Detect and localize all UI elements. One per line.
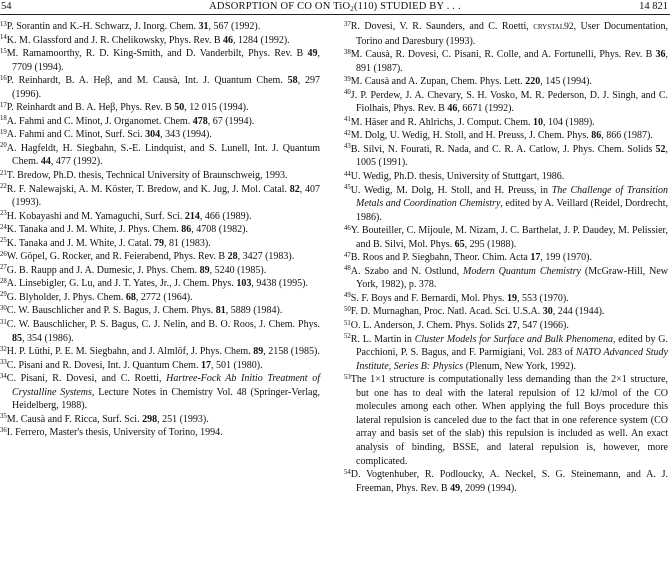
reference-text: M. Causà and F. Ricca, Surf. Sci. (6, 413, 143, 425)
reference-item: 40J. P. Perdew, J. A. Chevary, S. H. Vosko, M. R. Pederson, D. J. Singh, and C. Fiolhais, Phys. Rev. B 46, 6671 (1992). (344, 89, 668, 115)
page-number-right: 14 821 (639, 1, 668, 12)
running-title-rest: (110) STUDIED BY . . . (353, 1, 461, 12)
reference-text: I. Ferrero, Master's thesis, University of Torino, 1994. (6, 427, 223, 439)
reference-volume: 17 (530, 252, 541, 264)
reference-text: C. W. Bauschlicher, P. S. Bagus, C. J. Nelin, and B. O. Roos, J. Chem. Phys. (6, 319, 320, 331)
reference-text: D. Vogtenhuber, R. Podloucky, A. Neckel, S. G. Steinemann, and A. J. Freeman, Phys. Rev. B (350, 469, 668, 494)
reference-volume: 31 (198, 21, 209, 32)
reference-volume: 103 (236, 278, 252, 290)
reference-text: K. Tanaka and J. M. White, J. Catal. (6, 237, 155, 249)
reference-item: 20A. Hagfeldt, H. Siegbahn, S.-E. Lindquist, and S. Lunell, Int. J. Quantum Chem. 44, 477 (1992). (0, 142, 320, 168)
reference-item: 22R. F. Nalewajski, A. M. Köster, T. Bredow, and K. Jug, J. Mol. Catal. 82, 407 (1993). (0, 183, 321, 209)
reference-citation: , 1284 (1992). (233, 34, 290, 46)
reference-item: 46Y. Bouteiller, C. Mijoule, M. Nizam, J. C. Barthelat, J. P. Daudey, M. Pelissier, and B. Silvi, Mol. Phys. 65, 295 (1988). (344, 224, 668, 250)
reference-volume: 49 (450, 482, 461, 494)
references-right-column (344, 20, 668, 495)
reference-book-title: Hartree-Fock Ab Initio Treatment of Crystalline Systems (12, 373, 320, 398)
reference-item: 49S. F. Boys and F. Bernardi, Mol. Phys. 19, 553 (1970). (344, 292, 569, 304)
reference-volume: 214 (184, 210, 200, 222)
reference-volume: 17 (200, 359, 211, 371)
reference-citation: , 866 (1987). (601, 130, 653, 142)
reference-text: R. Dovesi, V. R. Saunders, and C. Roetti, (350, 21, 534, 32)
reference-item: 29G. Blyholder, J. Phys. Chem. 68, 2772 (1964). (0, 291, 193, 303)
reference-item: 25K. Tanaka and J. M. White, J. Catal. 79, 81 (1983). (0, 237, 211, 249)
reference-text: M. Causà and A. Zupan, Chem. Phys. Lett. (350, 76, 526, 88)
reference-volume: 36 (655, 49, 666, 61)
reference-item: 44U. Wedig, Ph.D. thesis, University of Stuttgart, 1986. (344, 170, 565, 183)
reference-citation: , 553 (1970). (517, 292, 569, 304)
header-rule (0, 14, 670, 15)
reference-text: H. Kobayashi and M. Yamaguchi, Surf. Sci. (6, 210, 185, 222)
reference-text: G. B. Raupp and J. A. Dumesic, J. Phys. Chem. (6, 264, 200, 276)
reference-text: K. Tanaka and J. M. White, J. Phys. Chem. (6, 224, 182, 236)
reference-volume: 58 (287, 75, 298, 87)
reference-text: Y. Bouteiller, C. Mijoule, M. Nizam, J. C. Barthelat, J. P. Daudey, M. Pelissier, and B. Silvi, Mol. Phys. (350, 225, 668, 250)
reference-citation: , 244 (1944). (552, 306, 605, 318)
reference-volume: 81 (215, 305, 226, 317)
reference-text: J. P. Perdew, J. A. Chevary, S. H. Vosko, M. R. Pederson, D. J. Singh, and C. Fiolhais, Phys. Rev. B (350, 89, 668, 115)
reference-item: 50F. D. Murnaghan, Proc. Natl. Acad. Sci. U.S.A. 30, 244 (1944). (344, 305, 605, 318)
reference-item: 43B. Silvi, N. Fourati, R. Nada, and C. R. A. Catlow, J. Phys. Chem. Solids 52, 1005 (1991). (344, 143, 668, 169)
reference-citation: , 5889 (1984). (225, 305, 283, 317)
reference-item: 52R. L. Martin in Cluster Models for Surface and Bulk Phenomena, edited by G. Pacchioni, P. S. Bagus, and F. Parmigiani, Vol. 283 of NATO Advanced Study Institute, Series B: Physics (Plenum, New York, 1992). (344, 333, 668, 372)
reference-volume: 49 (307, 48, 318, 60)
reference-volume: 27 (507, 320, 518, 332)
reference-text: U. Wedig, M. Dolg, H. Stoll, and H. Preuss, in (350, 184, 552, 196)
reference-item: 41M. Häser and R. Ahlrichs, J. Comput. Chem. 10, 104 (1989). (344, 116, 595, 128)
reference-volume: 298 (142, 413, 158, 425)
reference-citation: , Lecture Notes in Chemistry Vol. 48 (Springer-Verlag, Heidelberg, 1988). (12, 386, 320, 412)
reference-citation-end: (Plenum, New York, 1992). (463, 360, 576, 372)
reference-citation: , 343 (1994). (160, 129, 212, 141)
reference-citation: , User Documentation, Torino and Daresbury (1993). (356, 21, 668, 47)
reference-citation: , edited by A. Veillard (Reidel, Dordrecht, 1986). (356, 198, 668, 223)
reference-citation: , 81 (1983). (164, 237, 211, 249)
reference-volume: 50 (174, 102, 185, 114)
reference-citation: , 145 (1994). (540, 76, 592, 88)
reference-volume: 79 (154, 237, 165, 249)
reference-item: 13P. Sorantin and K.-H. Schwarz, J. Inorg. Chem. 31, 567 (1992). (0, 20, 261, 32)
reference-citation: , 3427 (1983). (237, 251, 295, 263)
reference-volume: 30 (542, 306, 553, 318)
reference-citation: , 5240 (1985). (209, 264, 267, 276)
references-left-column (0, 20, 320, 440)
reference-citation: , 1005 (1991). (356, 143, 668, 169)
reference-citation: , 9438 (1995). (251, 278, 308, 290)
reference-text: R. L. Martin in (350, 333, 415, 345)
page-number-left: 54 (1, 1, 12, 12)
reference-code-name: crystal92 (533, 22, 574, 32)
reference-citation: , 2772 (1964). (135, 291, 193, 303)
reference-book-title: The Challenge of Transition Metals and Coordination Chemistry (356, 184, 668, 210)
reference-item: 33C. Pisani and R. Dovesi, Int. J. Quantum Chem. 17, 501 (1980). (0, 359, 263, 371)
reference-volume: 46 (223, 34, 234, 46)
reference-item: 18A. Fahmi and C. Minot, J. Organomet. Chem. 478, 67 (1994). (0, 115, 255, 127)
reference-volume: 304 (145, 129, 161, 141)
reference-text: T. Bredow, Ph.D. thesis, Technical University of Braunschweig, 1993. (6, 170, 288, 182)
reference-item: 47B. Roos and P. Siegbahn, Theor. Chim. Acta 17, 199 (1970). (344, 251, 593, 264)
reference-citation: , 297 (1996). (12, 75, 320, 100)
reference-text: R. F. Nalewajski, A. M. Köster, T. Bredow, and K. Jug, J. Mol. Catal. (6, 183, 290, 195)
reference-citation: , 12 015 (1994). (184, 102, 249, 114)
reference-citation: , edited by G. Pacchioni, P. S. Bagus, and F. Parmigiani, Vol. 283 of (356, 333, 668, 359)
running-title (0, 0, 670, 13)
reference-volume: 220 (525, 76, 541, 88)
reference-book-title: Cluster Models for Surface and Bulk Phenomena (414, 333, 613, 345)
reference-text: C. Pisani, R. Dovesi, and C. Roetti, (6, 373, 167, 385)
reference-item: 37R. Dovesi, V. R. Saunders, and C. Roetti, crystal92, User Documentation, Torino and Daresbury (1993). (344, 20, 668, 47)
reference-text: B. Silvi, N. Fourati, R. Nada, and C. R. A. Catlow, J. Phys. Chem. Solids (350, 143, 656, 155)
reference-text: P. Reinhardt, B. A. Heβ, and M. Causà, Int. J. Quantum Chem. (6, 75, 288, 87)
running-title-main: ADSORPTION OF CO ON TiO (209, 1, 351, 12)
reference-text: A. Hagfeldt, H. Siegbahn, S.-E. Lindquist, and S. Lunell, Int. J. Quantum Chem. (6, 142, 320, 168)
page-header (0, 0, 670, 15)
reference-citation: , 67 (1994). (207, 115, 255, 127)
reference-item: 38M. Causà, R. Dovesi, C. Pisani, R. Colle, and A. Fortunelli, Phys. Rev. B 36, 891 (1987). (344, 48, 668, 74)
reference-item: 19A. Fahmi and C. Minot, Surf. Sci. 304, 343 (1994). (0, 128, 212, 141)
reference-text: M. Häser and R. Ahlrichs, J. Comput. Chem. (350, 116, 534, 128)
reference-item: 14K. M. Glassford and J. R. Chelikowsky, Phys. Rev. B 46, 1284 (1992). (0, 34, 290, 46)
reference-text: K. M. Glassford and J. R. Chelikowsky, Phys. Rev. B (6, 34, 224, 46)
reference-citation: , 199 (1970). (540, 252, 593, 264)
reference-citation: , 477 (1992). (50, 156, 103, 168)
reference-volume: 68 (125, 291, 136, 303)
reference-text: The 1×1 structure is computationally less demanding than the 2×1 structure, but one has to deal with the lateral repulsion of 12 kJ/mol of the CO molecules among each other. When applying the full Boys procedure this lateral repulsion is canceled due to the fact that in one reference system (CO array and basis set of the slab) this repulsion is included as well. An exact analysis of binding, BSSE, and lateral repulsion is, however, more complicated. (350, 374, 668, 467)
reference-volume: 28 (227, 251, 238, 263)
reference-volume: 86 (591, 130, 602, 142)
reference-citation: , 251 (1993). (157, 413, 209, 425)
reference-text: A. Fahmi and C. Minot, J. Organomet. Chem. (6, 115, 193, 127)
reference-citation: , 354 (1986). (22, 332, 74, 344)
reference-citation: , 2158 (1985). (263, 346, 320, 358)
reference-volume: 65 (454, 238, 465, 250)
reference-item: 45U. Wedig, M. Dolg, H. Stoll, and H. Preuss, in The Challenge of Transition Metals and Coordination Chemistry, edited by A. Veillard (Reidel, Dordrecht, 1986). (344, 184, 668, 223)
reference-item: 34C. Pisani, R. Dovesi, and C. Roetti, Hartree-Fock Ab Initio Treatment of Crystalline Systems, Lecture Notes in Chemistry Vol. 48 (Springer-Verlag, Heidelberg, 1988). (0, 372, 320, 412)
reference-text: A. Linsebigler, G. Lu, and J. T. Yates, Jr., J. Chem. Phys. (6, 278, 237, 290)
reference-citation: , 4708 (1982). (191, 224, 248, 236)
reference-volume: 85 (12, 332, 22, 344)
reference-text: B. Roos and P. Siegbahn, Theor. Chim. Acta (350, 252, 531, 264)
reference-item: 35M. Causà and F. Ricca, Surf. Sci. 298, 251 (1993). (0, 413, 209, 425)
reference-text: C. W. Bauschlicher and P. S. Bagus, J. Chem. Phys. (6, 305, 216, 317)
reference-item: 27G. B. Raupp and J. A. Dumesic, J. Phys. Chem. 89, 5240 (1985). (0, 264, 267, 276)
reference-item: 30C. W. Bauschlicher and P. S. Bagus, J. Chem. Phys. 81, 5889 (1984). (0, 304, 283, 317)
reference-text: A. Fahmi and C. Minot, Surf. Sci. (6, 129, 146, 141)
reference-item: 32H. P. Lüthi, P. E. M. Siegbahn, and J. Almlöf, J. Phys. Chem. 89, 2158 (1985). (0, 345, 320, 358)
reference-text: P. Reinhardt and B. A. Heβ, Phys. Rev. B (6, 102, 175, 114)
reference-text: F. D. Murnaghan, Proc. Natl. Acad. Sci. U.S.A. (350, 306, 543, 318)
reference-text: M. Dolg, U. Wedig, H. Stoll, and H. Preuss, J. Chem. Phys. (350, 130, 592, 142)
reference-text: U. Wedig, Ph.D. thesis, University of Stuttgart, 1986. (350, 171, 565, 183)
reference-text: A. Szabo and N. Ostlund, (350, 265, 464, 277)
reference-item: 31C. W. Bauschlicher, P. S. Bagus, C. J. Nelin, and B. O. Roos, J. Chem. Phys. 85, 354 (1986). (0, 318, 320, 344)
reference-text: C. Pisani and R. Dovesi, Int. J. Quantum Chem. (6, 359, 201, 371)
reference-citation: , 295 (1988). (464, 238, 517, 250)
reference-item: 48A. Szabo and N. Ostlund, Modern Quantum Chemistry (McGraw-Hill, New York, 1982), p. 378. (344, 265, 668, 291)
reference-volume: 52 (655, 143, 666, 155)
running-title-subscript: 2 (350, 5, 354, 13)
reference-item: 51O. L. Anderson, J. Chem. Phys. Solids 27, 547 (1966). (344, 319, 569, 332)
reference-citation: , 6671 (1992). (457, 103, 514, 115)
reference-text: O. L. Anderson, J. Chem. Phys. Solids (350, 320, 508, 332)
reference-item: 15M. Ramamoorthy, R. D. King-Smith, and D. Vanderbilt, Phys. Rev. B 49, 7709 (1994). (0, 47, 320, 73)
reference-volume: 10 (533, 116, 544, 128)
reference-volume: 89 (199, 264, 210, 276)
reference-text: P. Sorantin and K.-H. Schwarz, J. Inorg. Chem. (6, 21, 199, 32)
reference-volume: 19 (507, 292, 517, 304)
reference-citation: (McGraw-Hill, New York, 1982), p. 378. (356, 265, 668, 291)
reference-citation: , 466 (1989). (199, 210, 252, 222)
reference-volume: 44 (40, 156, 51, 168)
reference-citation: , 407 (1993). (12, 183, 321, 209)
reference-item: 53The 1×1 structure is computationally less demanding than the 2×1 structure, but one has to deal with the lateral repulsion of 12 kJ/mol of the CO molecules among each other. When applying the full Boys procedure this lateral repulsion is canceled due to the fact that in one reference system (CO array and basis set of the slab) this repulsion is included as well. An exact analysis of binding, BSSE, and lateral repulsion is, however, more complicated. (344, 373, 668, 467)
reference-text: S. F. Boys and F. Bernardi, Mol. Phys. (350, 292, 507, 304)
reference-volume: 82 (289, 183, 300, 195)
reference-text: G. Blyholder, J. Phys. Chem. (6, 291, 126, 303)
reference-text: M. Ramamoorthy, R. D. King-Smith, and D. Vanderbilt, Phys. Rev. B (6, 48, 308, 60)
reference-citation: , 547 (1966). (517, 320, 569, 332)
reference-citation: , 891 (1987). (356, 49, 668, 74)
reference-item: 39M. Causà and A. Zupan, Chem. Phys. Lett. 220, 145 (1994). (344, 75, 592, 88)
reference-item: 23H. Kobayashi and M. Yamaguchi, Surf. Sci. 214, 466 (1989). (0, 210, 252, 222)
reference-item: 54D. Vogtenhuber, R. Podloucky, A. Neckel, S. G. Steinemann, and A. J. Freeman, Phys. Rev. B 49, 2099 (1994). (344, 468, 668, 494)
reference-item: 42M. Dolg, U. Wedig, H. Stoll, and H. Preuss, J. Chem. Phys. 86, 866 (1987). (344, 129, 653, 142)
reference-volume: 86 (181, 224, 192, 236)
reference-volume: 478 (192, 115, 208, 127)
reference-series-title: NATO Advanced Study Institute, Series B: Physics (356, 347, 668, 372)
reference-text: M. Causà, R. Dovesi, C. Pisani, R. Colle, and A. Fortunelli, Phys. Rev. B (350, 49, 656, 61)
reference-book-title: Modern Quantum Chemistry (463, 265, 581, 277)
reference-item: 26W. Göpel, G. Rocker, and R. Feierabend, Phys. Rev. B 28, 3427 (1983). (0, 250, 295, 263)
reference-item: 21T. Bredow, Ph.D. thesis, Technical University of Braunschweig, 1993. (0, 169, 288, 182)
reference-citation: , 501 (1980). (210, 359, 263, 371)
reference-text: H. P. Lüthi, P. E. M. Siegbahn, and J. Almlöf, J. Phys. Chem. (6, 346, 254, 358)
reference-citation: , 2099 (1994). (460, 482, 517, 494)
reference-volume: 46 (447, 103, 458, 115)
reference-citation: , 567 (1992). (208, 21, 261, 32)
reference-item: 17P. Reinhardt and B. A. Heβ, Phys. Rev. B 50, 12 015 (1994). (0, 101, 249, 114)
reference-volume: 89 (253, 346, 264, 358)
reference-citation: , 104 (1989). (543, 116, 595, 128)
reference-item: 16P. Reinhardt, B. A. Heβ, and M. Causà, Int. J. Quantum Chem. 58, 297 (1996). (0, 74, 320, 100)
reference-text: W. Göpel, G. Rocker, and R. Feierabend, Phys. Rev. B (6, 251, 228, 263)
reference-item: 28A. Linsebigler, G. Lu, and J. T. Yates, Jr., J. Chem. Phys. 103, 9438 (1995). (0, 277, 308, 290)
reference-citation: , 7709 (1994). (12, 48, 320, 73)
reference-item: 24K. Tanaka and J. M. White, J. Phys. Chem. 86, 4708 (1982). (0, 223, 248, 236)
reference-item: 36I. Ferrero, Master's thesis, University of Torino, 1994. (0, 426, 223, 439)
